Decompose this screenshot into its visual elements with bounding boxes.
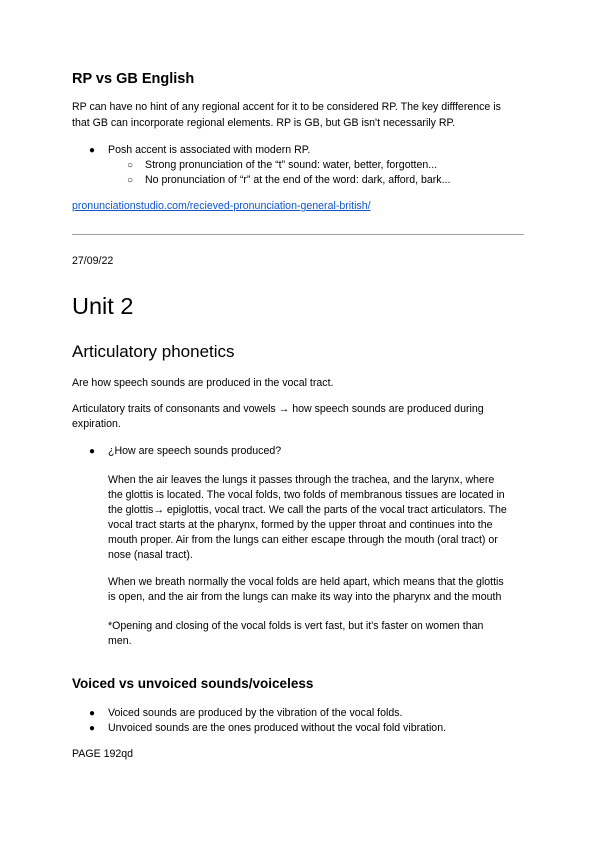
vocal-tract-paragraph-line-6: nose (nasal tract). [108, 549, 193, 561]
pronunciation-studio-link[interactable]: pronunciationstudio.com/recieved-pronunciation-general-british/ [72, 200, 371, 212]
rp-bullet-posh: Posh accent is associated with modern RP. [108, 144, 311, 156]
bullet-dot-icon: ● [89, 723, 96, 734]
date-label: 27/09/22 [72, 255, 114, 267]
bullet-dot-icon: ● [89, 145, 96, 156]
question-bullet: ¿How are speech sounds produced? [108, 445, 282, 457]
vocal-tract-paragraph-line-4: vocal tract starts at the pharynx, formed by the upper throat and continues into the [108, 519, 493, 531]
vocal-tract-paragraph-line-3: the glottis→ epiglottis, vocal tract. We call the parts of the vocal tract articulators. The [108, 504, 507, 516]
unvoiced-bullet: Unvoiced sounds are the ones produced without the vocal fold vibration. [108, 722, 447, 734]
rp-paragraph-line-2: that GB can incorporate regional elements. RP is GB, but GB isn't necessarily RP. [72, 117, 456, 129]
articulatory-traits-line-1: Articulatory traits of consonants and vowels → how speech sounds are produced during [72, 403, 484, 415]
page-footer-note: PAGE 192qd [72, 748, 134, 760]
voiced-bullet: Voiced sounds are produced by the vibration of the vocal folds. [108, 707, 403, 719]
vocal-tract-paragraph-line-5: mouth proper. Air from the lungs can either escape through the mouth (oral tract) or [108, 534, 498, 546]
bullet-dot-icon: ● [89, 708, 96, 719]
vocal-tract-paragraph-line-1: When the air leaves the lungs it passes through the trachea, and the larynx, where [108, 474, 495, 486]
unit-title: Unit 2 [72, 293, 134, 319]
articulatory-heading: Articulatory phonetics [72, 342, 235, 361]
vocal-folds-note-line-1: *Opening and closing of the vocal folds is vert fast, but it's faster on women than [108, 620, 484, 632]
rp-sub-bullet-t-sound: Strong pronunciation of the “t” sound: water, better, forgotten... [145, 159, 438, 171]
breathing-paragraph-line-2: is open, and the air from the lungs can make its way into the pharynx and the mouth [108, 591, 502, 603]
rp-paragraph-line-1: RP can have no hint of any regional accent for it to be considered RP. The key diffference is [72, 101, 501, 113]
voiced-heading: Voiced vs unvoiced sounds/voiceless [72, 676, 314, 691]
bullet-dot-icon: ● [89, 446, 96, 457]
horizontal-divider [72, 234, 524, 235]
rp-sub-bullet-r-sound: No pronunciation of “r” at the end of the word: dark, afford, bark... [145, 174, 451, 186]
vocal-folds-note-line-2: men. [108, 635, 132, 647]
hollow-bullet-icon: ○ [127, 175, 134, 186]
articulatory-intro: Are how speech sounds are produced in the vocal tract. [72, 377, 334, 389]
breathing-paragraph-line-1: When we breath normally the vocal folds are held apart, which means that the glottis [108, 576, 504, 588]
articulatory-traits-line-2: expiration. [72, 418, 121, 430]
hollow-bullet-icon: ○ [127, 160, 134, 171]
vocal-tract-paragraph-line-2: the glottis is located. The vocal folds, two folds of membranous tissues are located in [108, 489, 505, 501]
rp-heading: RP vs GB English [72, 71, 195, 87]
